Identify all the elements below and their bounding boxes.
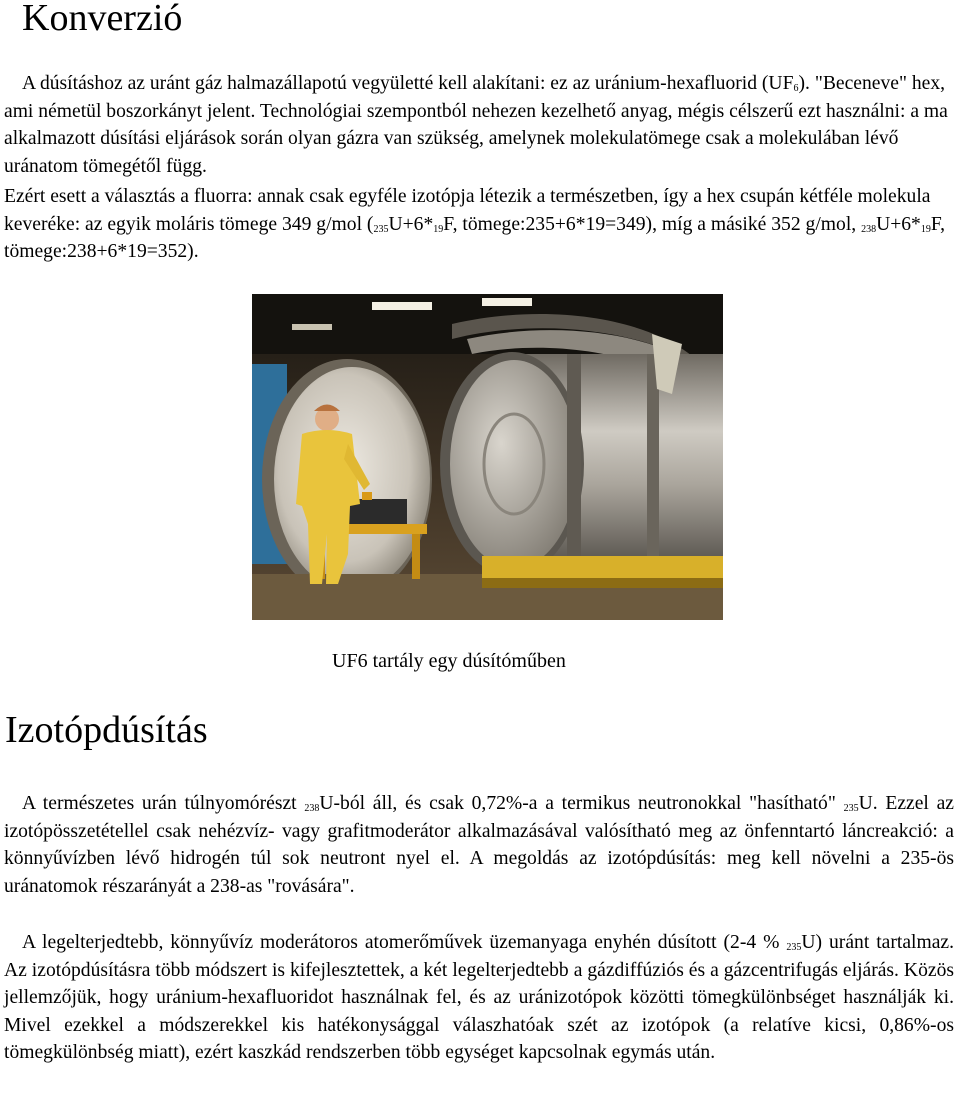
section-title-konverzio: Konverzió bbox=[22, 0, 183, 39]
section-title-izotopdusitas: Izotópdúsítás bbox=[5, 709, 208, 751]
paragraph-enrichment-methods: A legelterjedtebb, könnyűvíz moderátoros atomerőművek üzemanyaga enyhén dúsított (2-4 % $_{235}$U) uránt tartalmaz. Az izotópdúsításra több módszert is kifejlesztettek, a két legelterjedtebb a gázdiffúziós és a gázcentrifugás eljárás. Közös jellemzőjük, hogy uránium-hexafluoridot használnak fel, és az uránizotópok közötti tömegkülönbséget használják ki. Mivel ezekkel a módszerekkel kis hatékonysággal válaszhatóak szét az izotópok (a relatíve kicsi, 0,86%-os tömegkülönbség miatt), ezért kaszkád rendszerben több egységet kapcsolnak egymás után. bbox=[4, 932, 955, 1063]
figure-caption: UF6 tartály egy dúsítóműben bbox=[332, 650, 566, 672]
paragraph-natural-uranium: A természetes urán túlnyomórészt $_{238}$U-ból áll, és csak 0,72%-a a termikus neutronokkal "hasítható" $_{235}$U. Ezzel az izotópösszetétellel csak nehézvíz- vagy grafitmoderátor alkalmazásával valósítható meg az önfenntartó láncreakció: a könnyűvízben lévő hidrogén túl sok neutront nyel el. A megoldás az izotópdúsítás: meg kell növelni a 235-ös uránatomok részarányát a 238-as "rovására". bbox=[4, 793, 955, 897]
paragraph-uf6-intro: A dúsításhoz az uránt gáz halmazállapotú vegyületté kell alakítani: ez az uránium-hexafluorid $(UF_6)$. "Beceneve" hex, ami németül boszorkányt jelent. Technológiai szempontból nehezen kezelhető anyag, mégis célszerű ezt használni: a ma alkalmazott dúsítási eljárások során olyan gázra van szükség, amelynek molekulatömege csak a molekulában lévő uránatom tömegétől függ. bbox=[4, 73, 948, 177]
uf6-container-photo bbox=[252, 294, 723, 620]
paragraph-fluorine: Ezért esett a választás a fluorra: annak csak egyféle izotópja létezik a természetben, így a hex csupán kétféle molekula keveréke: az egyik moláris tömege 349 g/mol ($_{235}U+6*_{19}F$, tömege:235+6*19=349), míg a másiké 352 g/mol, $_{238}U+6*_{19}F$, tömege:238+6*19=352). bbox=[4, 186, 946, 262]
